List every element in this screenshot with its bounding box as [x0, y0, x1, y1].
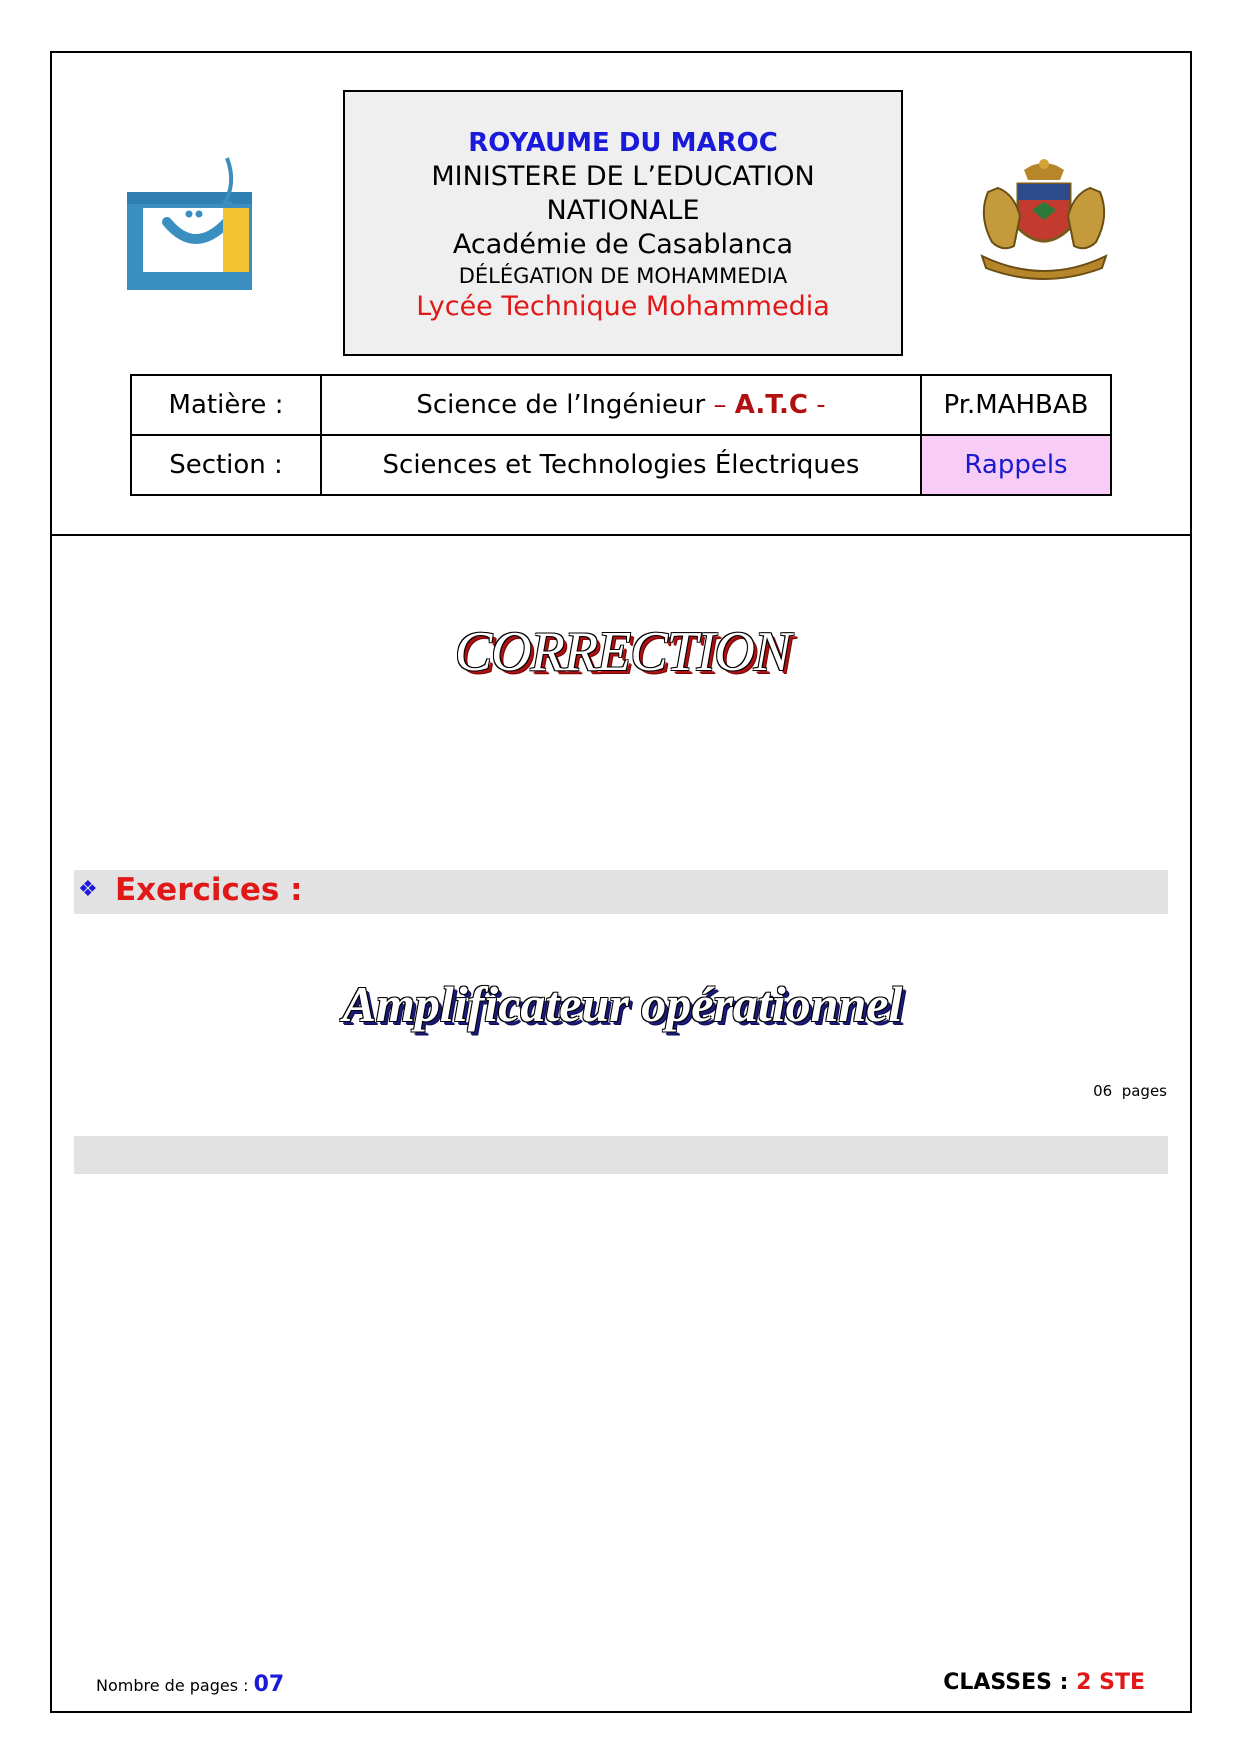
- pages-note: [1093, 1082, 1167, 1100]
- section-label: Section :: [131, 435, 321, 495]
- ministry-line-1: MINISTERE DE L’EDUCATION: [431, 161, 815, 192]
- classes-value: 2 STE: [1076, 1670, 1145, 1695]
- institution-box: [343, 90, 903, 356]
- page-count-label: Nombre de pages :: [96, 1676, 249, 1695]
- header-divider: [50, 534, 1192, 536]
- diamond-bullet-icon: ❖: [78, 877, 98, 902]
- classes-label: CLASSES :: [943, 1670, 1069, 1695]
- course-info-table: [130, 374, 1112, 496]
- subject-separator-1: –: [713, 390, 727, 420]
- subject-separator-2: -: [816, 390, 826, 420]
- subject-code: A.T.C: [734, 390, 808, 420]
- pages-note-word: pages: [1121, 1082, 1167, 1100]
- delegation-name: DÉLÉGATION DE MOHAMMEDIA: [458, 264, 788, 288]
- subject-row: [131, 375, 1111, 435]
- grey-separator-band: [74, 1136, 1168, 1174]
- page-count-footer: [96, 1672, 284, 1697]
- classes-footer: [943, 1670, 1145, 1695]
- document-type-badge: Rappels: [921, 435, 1111, 495]
- kingdom-name: ROYAUME DU MAROC: [468, 128, 778, 158]
- ministry-line-2: NATIONALE: [546, 195, 700, 226]
- coat-of-arms-icon: [968, 152, 1120, 284]
- subject-label: Matière :: [131, 375, 321, 435]
- exercises-heading: Exercices :: [115, 872, 303, 908]
- correction-title: CORRECTION: [454, 621, 791, 683]
- page-count-value: 07: [253, 1672, 285, 1697]
- academy-logo-icon: [127, 150, 267, 290]
- section-value: Sciences et Technologies Électriques: [321, 435, 921, 495]
- teacher-name: Pr.MAHBAB: [921, 375, 1111, 435]
- pages-note-count: 06: [1093, 1082, 1113, 1100]
- subject-value: Science de l’Ingénieur: [416, 390, 706, 420]
- section-row: [131, 435, 1111, 495]
- lycee-name: Lycée Technique Mohammedia: [416, 291, 830, 322]
- subject-value-cell: [321, 375, 921, 435]
- chapter-title: Amplificateur opérationnel: [342, 976, 903, 1032]
- academy-name: Académie de Casablanca: [452, 229, 794, 260]
